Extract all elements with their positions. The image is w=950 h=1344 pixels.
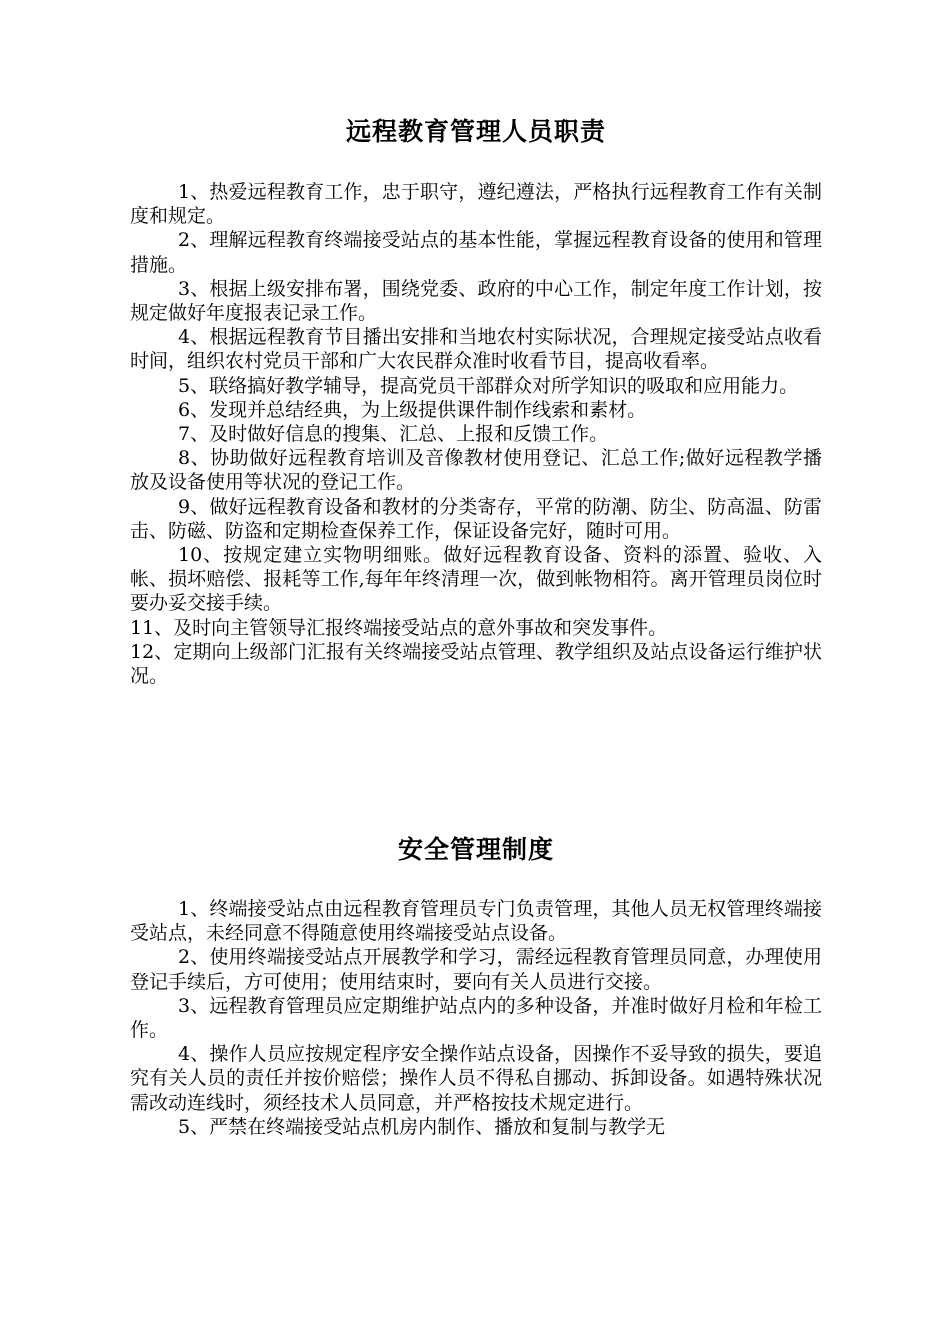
duty-item-11: 11、及时向主管领导汇报终端接受站点的意外事故和突发事件。 bbox=[130, 616, 668, 639]
duty-item-10: 10、按规定建立实物明细账。做好远程教育设备、资料的添置、验收、入帐、损坏赔偿、报耗等工作,每年年终清理一次，做到帐物相符。离开管理员岗位时要办妥交接手续。 bbox=[130, 544, 822, 615]
safety-item-5: 5、严禁在终端接受站点机房内制作、播放和复制与教学无 bbox=[178, 1115, 666, 1138]
duty-item-7: 7、及时做好信息的搜集、汇总、上报和反馈工作。 bbox=[178, 423, 609, 446]
duty-item-6: 6、发现并总结经典，为上级提供课件制作线索和素材。 bbox=[178, 398, 647, 421]
safety-item-3: 3、远程教育管理员应定期维护站点内的多种设备，并准时做好月检和年检工作。 bbox=[130, 994, 822, 1042]
duty-item-3: 3、根据上级安排布署，围绕党委、政府的中心工作，制定年度工作计划，按规定做好年度报表记录工作。 bbox=[130, 277, 822, 325]
duties-section bbox=[130, 180, 822, 688]
section-title-safety: 安全管理制度 bbox=[397, 835, 554, 864]
duty-item-1: 1、热爱远程教育工作，忠于职守，遵纪遵法，严格执行远程教育工作有关制度和规定。 bbox=[130, 181, 822, 228]
duty-item-8: 8、协助做好远程教育培训及音像教材使用登记、汇总工作;做好远程教学播放及设备使用等状况的登记工作。 bbox=[130, 447, 822, 494]
safety-item-4: 4、操作人员应按规定程序安全操作站点设备，因操作不妥导致的损失，要追究有关人员的责任并按价赔偿；操作人员不得私自挪动、拆卸设备。如遇特殊状况需改动连线时，须经技术人员同意，并严格按技术规定进行。 bbox=[130, 1043, 822, 1114]
duty-item-12: 12、定期向上级部门汇报有关终端接受站点管理、教学组织及站点设备运行维护状况。 bbox=[130, 640, 822, 688]
duty-item-4: 4、根据远程教育节目播出安排和当地农村实际状况，合理规定接受站点收看时间，组织农村党员干部和广大农民群众准时收看节目，提高收看率。 bbox=[130, 326, 822, 373]
duty-item-5: 5、联络搞好教学辅导，提高党员干部群众对所学知识的吸取和应用能力。 bbox=[178, 374, 799, 397]
duty-item-9: 9、做好远程教育设备和教材的分类寄存，平常的防潮、防尘、防高温、防雷击、防磁、防盗和定期检查保养工作，保证设备完好，随时可用。 bbox=[130, 495, 822, 542]
safety-item-2: 2、使用终端接受站点开展教学和学习，需经远程教育管理员同意，办理使用登记手续后，方可使用；使用结束时，要向有关人员进行交接。 bbox=[130, 946, 822, 993]
duty-item-2: 2、理解远程教育终端接受站点的基本性能，掌握远程教育设备的使用和管理措施。 bbox=[130, 229, 822, 276]
safety-section bbox=[130, 897, 822, 1139]
section-title-duties: 远程教育管理人员职责 bbox=[345, 117, 606, 146]
safety-item-1: 1、终端接受站点由远程教育管理员专门负责管理，其他人员无权管理终端接受站点，未经同意不得随意使用终端接受站点设备。 bbox=[130, 898, 822, 945]
